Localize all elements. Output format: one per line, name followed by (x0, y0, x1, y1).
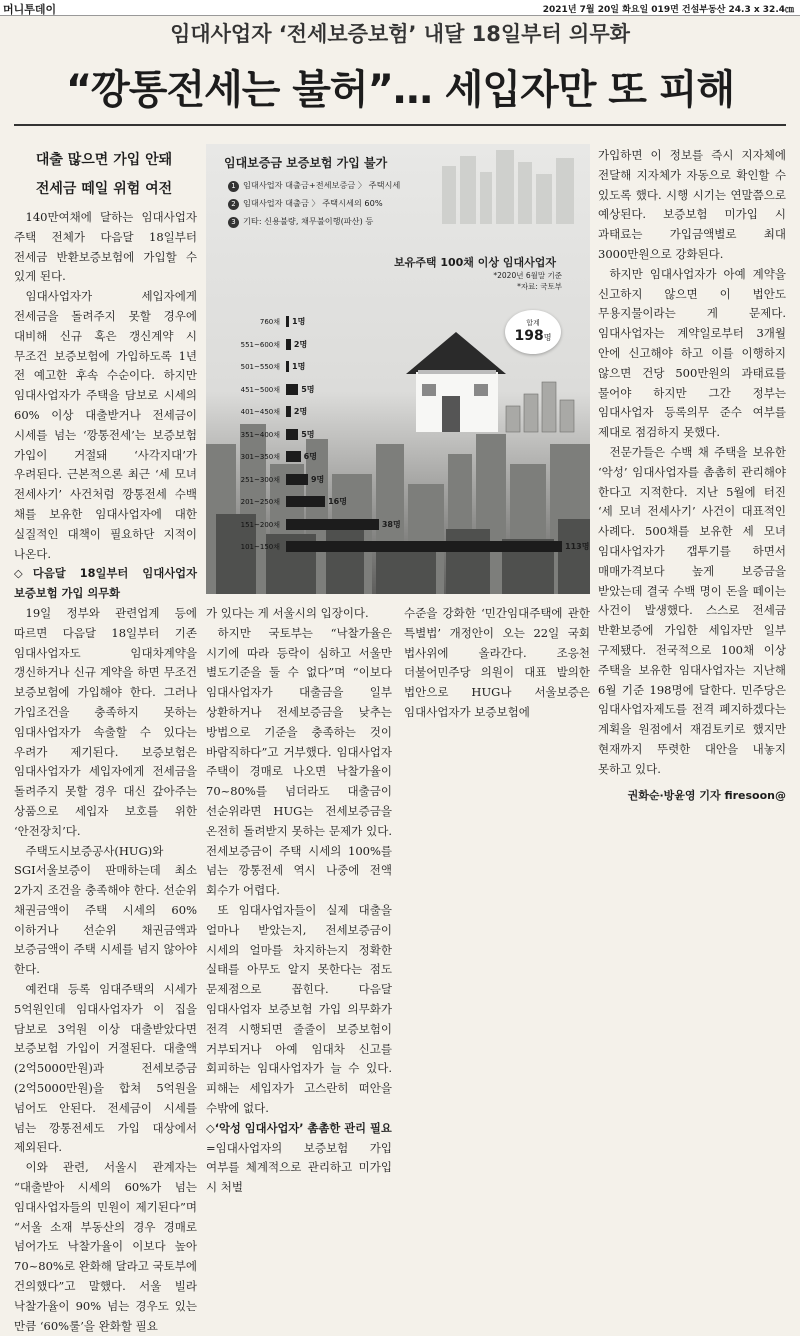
total-value: 198 (514, 328, 544, 344)
infographic (206, 144, 590, 594)
chart-note-source: *자료: 국토부 (517, 282, 562, 291)
article-paragraph: 예컨대 등록 임대주택의 시세가 5억원인데 임대사업자가 이 집을 담보로 3억원 이상 대출받았다면 보증보험 가입이 거절된다. 대출액(2억5000만원)과 전세보증금(2억5000만원)을 합쳐 5억원을 넘어도 안된다. 전세금이 시세를 넘는 깡통전세도 가입 대상에서 제외된다. (14, 982, 197, 1155)
article-column-1 (14, 208, 197, 1333)
article-paragraph: 가입하면 이 정보를 즉시 지자체에 전달해 지자체가 자동으로 확인할 수 있도록 했다. 시행 시기는 연말쯤으로 예상된다. 보증보험 미가입 시 과태료는 가입금액별로 최대 3000만원으로 강화된다. (598, 148, 786, 261)
article-paragraph: 주택도시보증공사(HUG)와 SGI서울보증이 판매하는데 최소 2가지 조건을 충족해야 한다. 선순위 채권금액이 주택 시세의 60% 이하거나 선순위 채권금액과 보증금액이 주택 시세를 넘지 않아야 한다. (14, 843, 197, 977)
bar-category-label: 151~200채 (240, 520, 280, 529)
bar (286, 339, 291, 350)
bar (286, 361, 289, 372)
bar-value-label: 2명 (293, 407, 308, 416)
subheadline-1: 대출 많으면 가입 안돼 (35, 152, 173, 168)
bar (286, 519, 379, 530)
bar-value-label: 16명 (328, 497, 347, 506)
bar-category-label: 551~600채 (240, 340, 280, 349)
bar (286, 496, 325, 507)
bar-category-label: 101~150채 (240, 543, 280, 551)
article-paragraph: 수준을 강화한 ‘민간임대주택에 관한 특별법’ 개정안이 오는 22일 국회 법사위에 올라간다. 조응천 더불어민주당 의원이 대표 발의한 법안으로 HUG나 서울보증은 임대사업자가 보증보험에 (404, 606, 590, 719)
article-paragraph: 또 임대사업자들이 실제 대출을 얼마나 받았는지, 전세보증금이 시세의 얼마를 차지하는지 정확한 실태를 아무도 알지 못한다는 점도 문제점으로 꼽힌다. 다음달 임대사업자 보증보험 가입 의무화가 전격 시행되면 줄줄이 보증보험이 거부되거나 아예 임대차 신고를 회피하는 임대사업자가 늘 수 있다. 피해는 세입자가 고스란히 떠안을 수밖에 없다. (206, 902, 392, 1115)
bar-category-label: 401~450채 (240, 408, 280, 416)
article-column-3 (404, 604, 590, 719)
bar (286, 541, 562, 552)
article-column-4 (598, 146, 786, 1076)
chart-title: 보유주택 100채 이상 임대사업자 (394, 256, 556, 269)
article-paragraph: =임대사업자의 보증보험 가입 여부를 체계적으로 관리하고 미가입 시 처벌 (206, 1140, 392, 1195)
article-paragraph: 전문가들은 수백 채 주택을 보유한 ‘악성’ 임대사업자를 촘촘히 관리해야 한다고 지적한다. 지난 5월에 터진 ‘세 모녀 전세사기’ 사건이 대표적인 사례다. 500채를 보유한 세 모녀 임대사업자가 갭투기를 하면서 매매가격보다 높게 보증금을 받았는데 결국 수백 명이 돈을 떼이는 사건이 발생했다. 스스로 전세금 반환보증에 가입한 세입자만 일부 구제됐다. 전국적으로 100채 이상 주택을 보유한 임대사업자는 지난해 6월 기준 198명에 달한다. 민주당은 임대사업자제도를 전격 폐지하겠다는 계획을 원점에서 재검토키로 했지만 현재까지 뚜렷한 대안을 내놓지 못하고 있다. (598, 444, 786, 776)
bar-value-label: 2명 (293, 339, 308, 349)
header-rule (14, 124, 786, 126)
condition-item: 3 기타: 신용불량, 채무불이행(파산) 등 (228, 216, 373, 228)
bar-value-label: 1명 (292, 362, 306, 371)
section-heading: ◇다음달 18일부터 임대사업자 보증보험 가입 의무화 (14, 567, 197, 601)
bar-value-label: 113명 (565, 542, 590, 551)
bar-value-label: 9명 (310, 474, 325, 484)
chart-note-date: *2020년 6월말 기준 (493, 271, 562, 280)
condition-item: 2 임대사업자 대출금 〉 주택시세의 60% (228, 198, 383, 210)
bar (286, 429, 298, 440)
article-paragraph: 하지만 임대사업자가 아예 계약을 신고하지 않으면 이 법안도 무용지물이라는 게 문제다. 임대사업자는 계약일로부터 3개월 안에 신고해야 하고 이를 이행하지 않으면 건당 500만원의 과태료를 물어야 하지만 그간 정부는 임대사업자 등록의무 준수 여부를 제대로 점검하지 못했다. (598, 266, 786, 440)
bar (286, 474, 308, 485)
condition-item: 1 임대사업자 대출금+전세보증금 〉 주택시세 (228, 180, 400, 192)
masthead (0, 0, 800, 16)
subheadline-2: 전세금 떼일 위험 여전 (35, 181, 173, 197)
bar (286, 406, 291, 417)
bar-category-label: 201~250채 (240, 498, 280, 506)
bar-value-label: 5명 (301, 429, 315, 439)
bar-value-label: 1명 (292, 317, 306, 326)
bar-category-label: 251~300채 (240, 475, 280, 484)
byline: 권화순·방윤영 기자 firesoon@ (627, 788, 786, 802)
dateline: 2021년 7월 20일 화요일 019면 건설부동산 24.3 x 32.4㎝ (542, 5, 794, 15)
bar-category-label: 501~550채 (240, 363, 280, 371)
bar-category-label: 760채 (259, 318, 280, 326)
article-paragraph: 19일 정부와 관련업계 등에 따르면 다음달 18일부터 기존 임대사업자도 임대차계약을 갱신하거나 신규 계약을 하면 무조건 보증보험에 가입해야 한다. 그러나 가입조건을 충족하지 못하는 임대사업자가 속출할 수 있다는 우려가 제기된다. 보증보험은 임대사업자가 세입자에게 전세금을 돌려주지 못할 경우 대신 갚아주는 상품으로 세입자 보호를 위한 ‘안전장치’다. (14, 605, 197, 838)
bar (286, 316, 289, 327)
article-paragraph: 가 있다는 게 서울시의 입장이다. (206, 606, 369, 620)
bar (286, 451, 301, 462)
bar-category-label: 351~400채 (240, 430, 280, 439)
kicker-headline: 임대사업자 ‘전세보증보험’ 내달 18일부터 의무화 (170, 22, 630, 46)
article-paragraph: 이와 관련, 서울시 관계자는 “대출받아 시세의 60%가 넘는 임대사업자들의 민원이 제기된다”며 “서울 소재 부동산의 경우 경매로 넘어가도 낙찰가율이 이보다 높아 70~80%로 완화해 달라고 국토부에 건의했다”고 말했다. 서울 빌라 낙찰가율이 90% 넘는 경우도 있는 만큼 ‘60%룰’을 완화할 필요 (14, 1160, 197, 1333)
article-paragraph: 임대사업자가 세입자에게 전세금을 돌려주지 못할 경우에 대비해 신규 혹은 갱신계약 시 무조건 보증보험에 가입하도록 1년 전 예고한 후속 수순이다. 하지만 임대사업자가 주택을 담보로 시세의 60% 이상 대출받거나 전세금이 시세를 넘는 ‘깡통전세’는 보증보험 가입이 거절돼 ‘사각지대’가 우려된다. 근본적으론 최근 ‘세 모녀 전세사기’ 사건처럼 깡통전세 수백 채를 보유한 임대사업자에 대한 실질적인 대책이 필요하단 지적이 나온다. (14, 289, 197, 561)
newspaper-name: 머니투데이 (3, 3, 57, 16)
infographic-title: 임대보증금 보증보험 가입 불가 (224, 156, 388, 170)
total-bubble (505, 310, 561, 354)
bar (286, 384, 298, 395)
article-paragraph: 140만여채에 달하는 임대사업자 주택 전체가 다음달 18일부터 전세금 반환보증보험에 가입할 수 있게 된다. (14, 210, 197, 284)
bar-value-label: 38명 (381, 519, 401, 529)
bar-category-label: 451~500채 (240, 385, 280, 394)
main-headline: “깡통전세는 불허”… 세입자만 또 피해 (65, 67, 735, 113)
total-label: 합계 (526, 319, 540, 327)
total-unit: 명 (543, 333, 552, 342)
bar-value-label: 6명 (303, 452, 317, 461)
article-column-2 (206, 604, 392, 1195)
article-paragraph: 하지만 국토부는 “낙찰가율은 시기에 따라 등락이 심하고 서울만 별도기준을 둘 수 없다”며 “이보다 임대사업자가 대출금을 일부 상환하거나 전세보증금을 낮추는 방법으로 기준을 충족하는 것이 바람직하다”고 거부했다. 임대사업자 주택이 경매로 나오면 낙찰가율이 70~80%를 넘더라도 대출금이 선순위라면 HUG는 전세보증금을 온전히 돌려받지 못하는 문제가 있다. 전세보증금이 주택 시세의 100%를 넘는 깡통전세 역시 나중에 전액 회수가 어렵다. (206, 625, 392, 898)
bar-category-label: 301~350채 (240, 453, 280, 461)
section-heading: ◇‘악성 임대사업자’ 촘촘한 관리 필요 (206, 1121, 392, 1135)
bar-value-label: 5명 (301, 384, 315, 394)
